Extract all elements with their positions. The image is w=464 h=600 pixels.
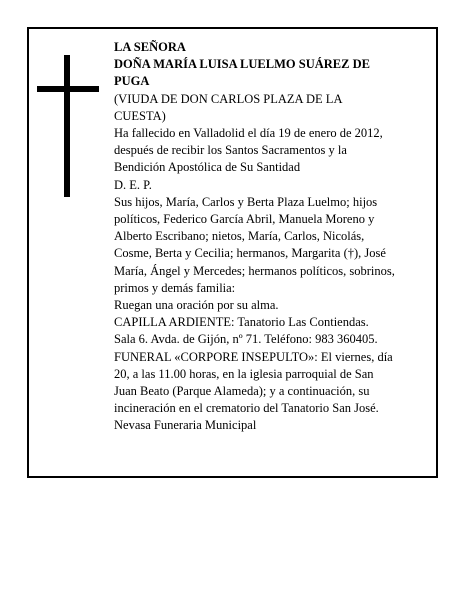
cross-vertical-bar [64, 55, 70, 197]
body-line: Cosme, Berta y Cecilia; hermanos, Margarita (†), José [114, 246, 386, 261]
body-line: Alberto Escribano; nietos, María, Carlos, Nicolás, [114, 229, 365, 244]
body-line: CAPILLA ARDIENTE: Tanatorio Las Contiendas. [114, 315, 369, 330]
body-line: políticos, Federico García Abril, Manuela Moreno y [114, 212, 375, 227]
body-line: María, Ángel y Mercedes; hermanos políticos, sobrinos, [114, 263, 395, 278]
body-line: Nevasa Funeraria Municipal [114, 418, 257, 433]
body-line: Juan Beato (Parque Alameda); y a continuación, su [114, 384, 370, 399]
title-line: LA SEÑORA [114, 40, 186, 54]
body-line: Ruegan una oración por su alma. [114, 298, 279, 313]
body-line: D. E. P. [114, 177, 152, 192]
body-line: después de recibir los Santos Sacramentos y la [114, 143, 347, 158]
body-line: FUNERAL «CORPORE INSEPULTO»: El viernes, día [114, 349, 393, 364]
cross-horizontal-bar [37, 86, 99, 92]
body-line: Sus hijos, María, Carlos y Berta Plaza Luelmo; hijos [114, 194, 378, 209]
body-line: CUESTA) [114, 108, 166, 123]
title-line: DOÑA MARÍA LUISA LUELMO SUÁREZ DE [114, 57, 370, 72]
body-line: 20, a las 11.00 horas, en la iglesia parroquial de San [114, 366, 374, 381]
body-line: incineración en el crematorio del Tanatorio San José. [114, 401, 379, 416]
body-line: Sala 6. Avda. de Gijón, nº 71. Teléfono: 983 360405. [114, 332, 378, 347]
body-line: (VIUDA DE DON CARLOS PLAZA DE LA [114, 91, 343, 106]
body-line: Ha fallecido en Valladolid el día 19 de enero de 2012, [114, 126, 383, 141]
latin-cross-icon [37, 55, 99, 197]
body-line: primos y demás familia: [114, 280, 236, 295]
body-line: Bendición Apostólica de Su Santidad [114, 160, 301, 175]
title-line: PUGA [114, 74, 150, 89]
obituary-text [114, 39, 426, 435]
